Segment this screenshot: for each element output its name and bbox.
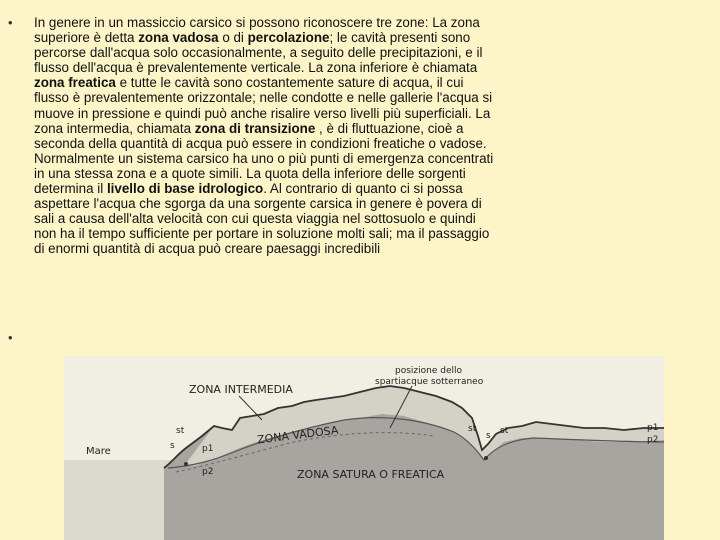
label-s-mid: s bbox=[486, 431, 491, 441]
label-st-left: st bbox=[176, 426, 185, 436]
label-posizione-2: spartiacque sotterraneo bbox=[375, 377, 484, 387]
text-vadosa-desc: ; le cavità presenti sono percorse dall'acqua solo occasionalmente, a seguito delle precipitazioni, e il flusso dell'acqua è prevalentemente verticale. La zona inferiore è chiamata bbox=[34, 30, 483, 76]
label-zona-vadosa: ZONA VADOSA bbox=[256, 423, 340, 447]
bullet-2: • bbox=[8, 330, 13, 345]
term-zona-freatica: zona freatica bbox=[34, 75, 116, 91]
text-transizione-desc: , è di fluttuazione, cioè a seconda della quantità di acqua può essere in condizioni freatiche o vadose. Normalmente un sistema carsico ha uno o più punti di emergenza concentrati in una stessa zona e a quote simili. La quota della inferiore delle sorgenti determina il bbox=[34, 120, 494, 197]
label-zona-satura: ZONA SATURA O FREATICA bbox=[297, 468, 445, 481]
karst-paragraph bbox=[34, 15, 494, 257]
spring-left bbox=[184, 462, 188, 466]
label-zona-intermedia: ZONA INTERMEDIA bbox=[189, 383, 293, 396]
spring-mid bbox=[484, 456, 488, 460]
label-p2-right: p2 bbox=[647, 435, 659, 445]
text-intro: In genere in un massiccio carsico si possono riconoscere tre zone: La zona superiore è detta bbox=[34, 15, 480, 46]
label-st-mid: st bbox=[468, 424, 477, 434]
text-o-di: o di bbox=[218, 30, 248, 46]
karst-cross-section-figure bbox=[64, 356, 664, 540]
text-freatica-desc: e tutte le cavità sono costantemente sature di acqua, il cui flusso è prevalentemente orizzontale; nelle condotte e nelle gallerie l'acqua si muove in pressione e quindi può anche risalire verso livelli più superficiali. La zona intermedia, chiamata bbox=[34, 75, 493, 136]
label-p1-left: p1 bbox=[202, 444, 214, 454]
label-p1-right: p1 bbox=[647, 423, 659, 433]
label-p2-left: p2 bbox=[202, 467, 214, 477]
term-zona-transizione: zona di transizione bbox=[194, 120, 316, 136]
bullet-1: • bbox=[8, 15, 13, 30]
term-livello-base: livello di base idrologico bbox=[106, 181, 264, 197]
term-zona-vadosa: zona vadosa bbox=[138, 30, 219, 46]
label-s-left: s bbox=[170, 441, 175, 451]
text-conclusion: . Al contrario di quanto ci si possa aspettare l'acqua che sgorga da una sorgente carsica in genere è povera di sali a causa dell'alta velocità con cui questa viaggia nel sottosuolo e quindi non ha il tempo sufficiente per portare in soluzione molti sali; ma il passaggio di enormi quantità di acqua può creare paesaggi incredibili bbox=[34, 181, 490, 257]
label-st-right: st bbox=[500, 426, 509, 436]
label-mare: Mare bbox=[86, 446, 111, 457]
term-percolazione: percolazione bbox=[247, 30, 330, 46]
label-posizione-1: posizione dello bbox=[395, 366, 462, 376]
